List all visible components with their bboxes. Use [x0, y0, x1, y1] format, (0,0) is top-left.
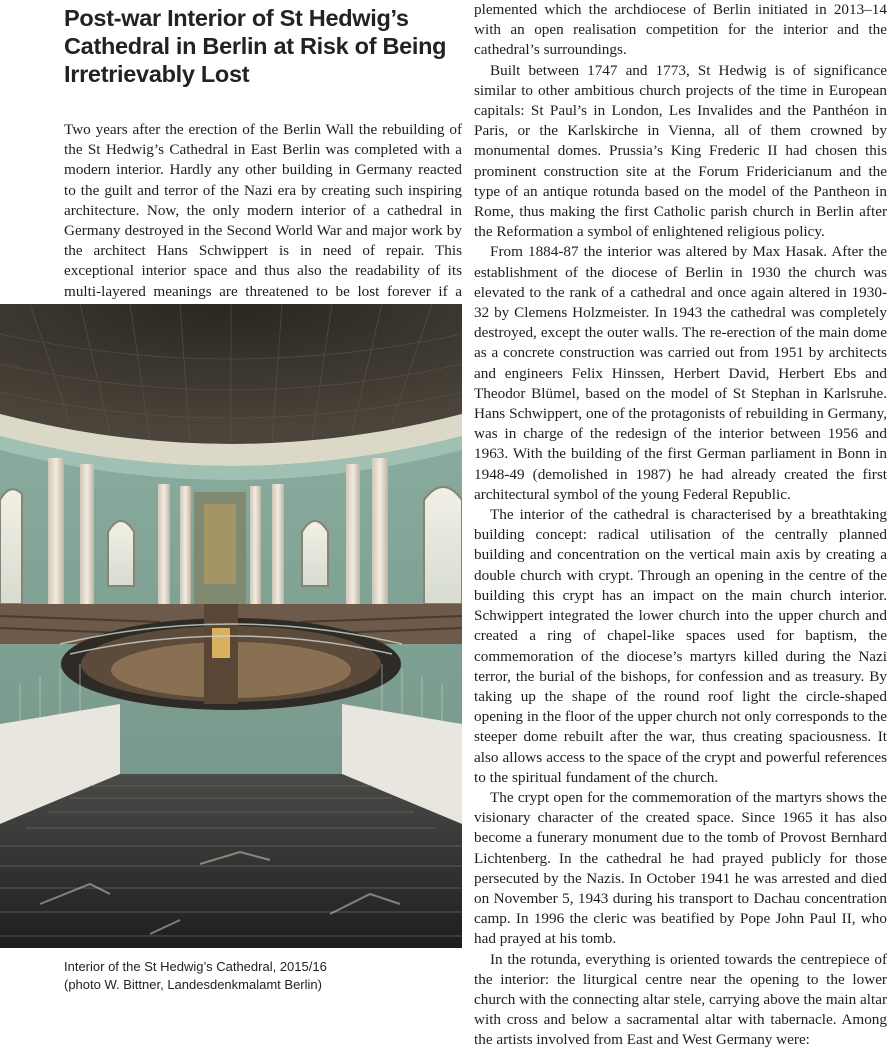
body-paragraph: The interior of the cathedral is characterised by a breathtaking building concept: radical utilisation of the centrally planned building and concentration on the vertical main axis by creating a double church with crypt. Through an opening in the centre of the building this crypt has an impact on the main church interior. Schwippert integrated the lower church into the upper church and created a ring of chapel-like spaces used for baptism, the commemoration of the diocese’s martyrs killed during the Nazi terror, the burial of the bishops, for confession and as treasury. By taking up the shape of the round roof light the circle-shaped opening in the floor of the upper church not only corresponds to the steeper dome rebuilt after the war, thus creating spaciousness. It also allows access to the space of the crypt and powerful references to the spiritual fundament of the church. — [474, 506, 887, 786]
caption-line-1: Interior of the St Hedwig’s Cathedral, 2015/16 — [64, 959, 327, 974]
body-paragraph: From 1884-87 the interior was altered by Max Hasak. After the establishment of the diocese of Berlin in 1930 the church was elevated to the rank of a cathedral and once again altered in 1930-32 by Clemens Holzmeister. In 1943 the cathedral was completely destroyed, except the outer walls. The re-erection of the main dome as a concrete construction was carried out from 1951 by architects and engineers Felix Hinssen, Herbert David, Herbert Ebs and Theodor Blümel, based on the model of St Stephan in Karlsruhe. Hans Schwippert, one of the protagonists of rebuilding in Germany, was in charge of the redesign of the interior between 1956 and 1963. With the building of the first German parliament in Bonn in 1948-49 (demolished in 1987) he had already created the first architectural symbol of the young Federal Republic. — [474, 243, 887, 503]
cathedral-interior-illustration — [0, 304, 462, 948]
right-column — [474, 0, 887, 1049]
body-paragraph: In the rotunda, everything is oriented towards the centrepiece of the interior: the liturgical centre near the opening to the lower church with the connecting altar stele, carrying above the main altar with cross and below a sacramental altar with tabernacle. Among the artists involved from East and West Germany were: — [474, 950, 887, 1049]
body-paragraph: Built between 1747 and 1773, St Hedwig is of significance similar to other ambitious church projects of the time in European capitals: St Paul’s in London, Les Invalides and the Panthéon in Paris, or the Karlskirche in Vienna, all of them crowned by monumental domes. Prussia’s King Frederic II had chosen this prominent construction site at the Forum Fridericianum and the type of an antique rotunda based on the model of the Pantheon in Rome, thus making the first Catholic parish church in Berlin after the Reformation a symbol of enlightened religious policy. — [474, 61, 887, 241]
photo-caption — [64, 958, 464, 994]
article-title: Post-war Interior of St Hedwig’s Cathedral in Berlin at Risk of Being Irretrievably Lost — [64, 5, 447, 87]
caption-line-2: (photo W. Bittner, Landesdenkmalamt Berlin) — [64, 977, 322, 992]
intro-paragraph: Two years after the erection of the Berlin Wall the rebuilding of the St Hedwig’s Cathedral in East Berlin was completed with a modern interior. Hardly any other building in Germany reacted to the guilt and terror of the Nazi era by creating such inspiring architecture. Now, the only modern interior of a cathedral in Germany destroyed in the Second World War and major work by the architect Hans Schwippert is in need of repair. This exceptional interior space and thus also the readability of its multi-layered meanings are threatened to be lost forever if a — [64, 121, 462, 300]
body-paragraph: The crypt open for the commemoration of the martyrs shows the visionary character of the created space. Since 1965 it has also become a funerary monument due to the tomb of Provost Bernhard Lichtenberg. In the cathedral he had prayed publicly for those persecuted by the Nazis. In October 1941 he was arrested and died on November 5, 1943 during his transport to Dachau concentration camp. In 1996 the cleric was beatified by Pope John Paul II, who had prayed at his tomb. — [474, 788, 887, 948]
cathedral-interior-photo — [0, 304, 462, 948]
body-paragraph: plemented which the archdiocese of Berlin initiated in 2013–14 with an open realisation competition for the interior and the cathedral’s surroundings. — [474, 1, 887, 59]
